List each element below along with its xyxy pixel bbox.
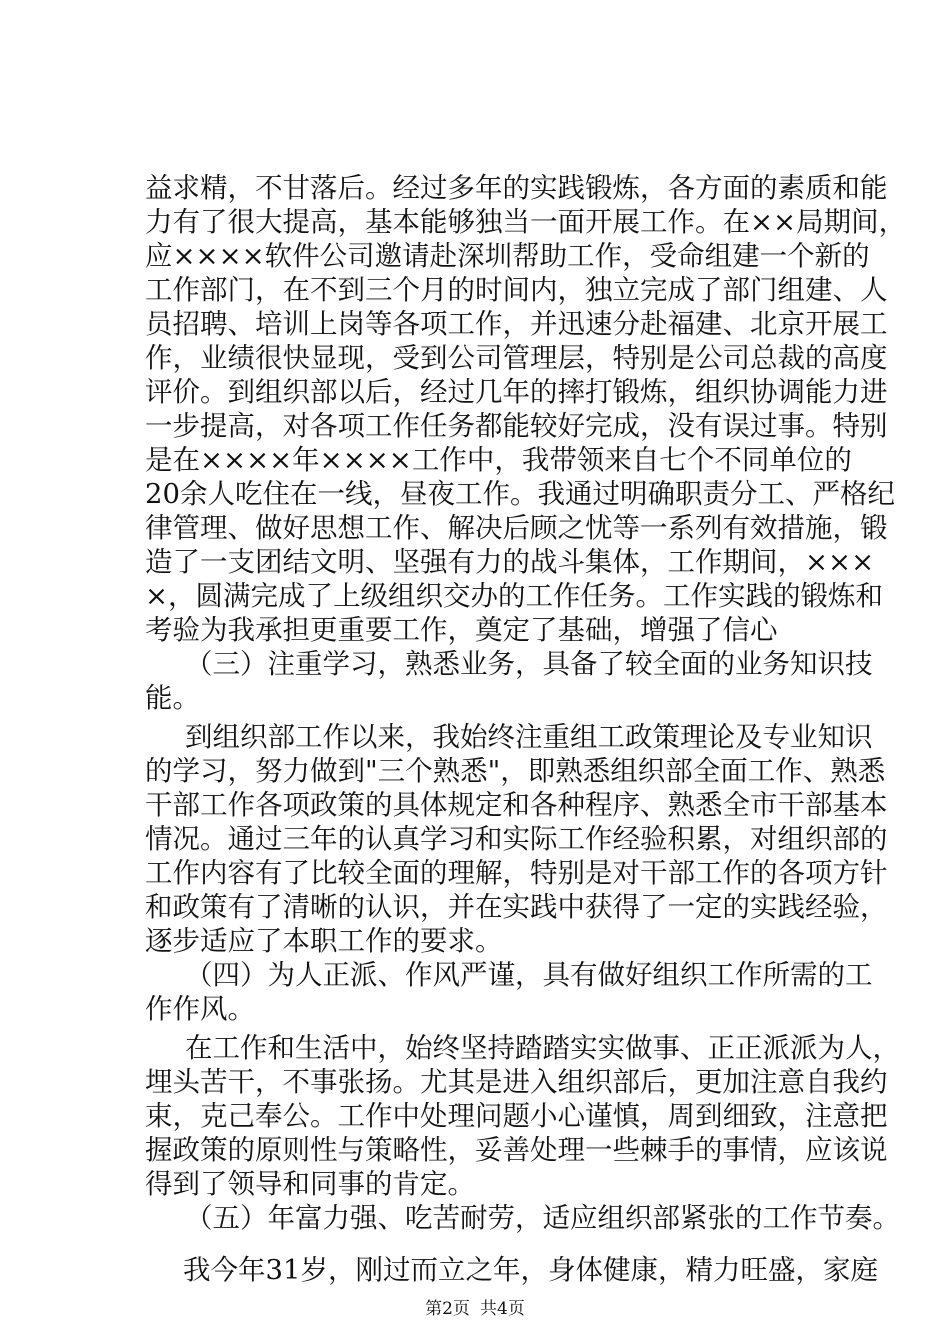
body-text-line: 考验为我承担更重要工作，奠定了基础，增强了信心 bbox=[145, 614, 778, 646]
body-text-line: 我今年31岁，刚过而立之年，身体健康，精力旺盛，家庭 bbox=[183, 1254, 878, 1286]
section-heading-line: 能。 bbox=[145, 682, 200, 714]
section-heading-line: （三）注重学习，熟悉业务，具备了较全面的业务知识技 bbox=[185, 648, 873, 680]
body-text-line: 握政策的原则性与策略性，妥善处理一些棘手的事情，应该说 bbox=[145, 1134, 888, 1166]
body-text-line: 一步提高，对各项工作任务都能较好完成，没有误过事。特别 bbox=[145, 410, 888, 442]
body-text-line: 到组织部工作以来，我始终注重组工政策理论及专业知识 bbox=[185, 721, 873, 753]
body-text-line: 干部工作各项政策的具体规定和各种程序、熟悉全市干部基本 bbox=[145, 789, 888, 821]
body-text-line: 造了一支团结文明、坚强有力的战斗集体，工作期间，××× bbox=[145, 546, 875, 578]
body-text-line: 和政策有了清晰的认识，并在实践中获得了一定的实践经验， bbox=[145, 891, 888, 923]
body-text-line: 的学习，努力做到"三个熟悉"，即熟悉组织部全面工作、熟悉 bbox=[145, 755, 886, 787]
body-text-line: 工作部门，在不到三个月的时间内，独立完成了部门组建、人 bbox=[145, 274, 888, 306]
body-text-line: 作，业绩很快显现，受到公司管理层，特别是公司总裁的高度 bbox=[145, 342, 888, 374]
body-text-line: 得到了领导和同事的肯定。 bbox=[145, 1168, 475, 1200]
body-text-line: 情况。通过三年的认真学习和实际工作经验积累，对组织部的 bbox=[145, 823, 888, 855]
section-heading-line: （四）为人正派、作风严谨，具有做好组织工作所需的工 bbox=[185, 959, 873, 991]
page-total: 共4页 bbox=[480, 1299, 525, 1319]
section-heading-line: 作作风。 bbox=[145, 993, 255, 1025]
body-text-line: 20余人吃住在一线，昼夜工作。我通过明确职责分工、严格纪 bbox=[145, 478, 895, 510]
body-text-line: 律管理、做好思想工作、解决后顾之忧等一系列有效措施，锻 bbox=[145, 512, 888, 544]
body-text-line: 埋头苦干，不事张扬。尤其是进入组织部后，更加注意自我约 bbox=[145, 1066, 888, 1098]
body-text-line: 员招聘、培训上岗等各项工作，并迅速分赴福建、北京开展工 bbox=[145, 308, 888, 340]
body-text-line: 束，克己奉公。工作中处理问题小心谨慎，周到细致，注意把 bbox=[145, 1100, 888, 1132]
body-text-line: 评价。到组织部以后，经过几年的摔打锻炼，组织协调能力进 bbox=[145, 376, 888, 408]
section-heading-line: （五）年富力强、吃苦耐劳，适应组织部紧张的工作节奏。 bbox=[185, 1202, 900, 1234]
body-text-line: ×，圆满完成了上级组织交办的工作任务。工作实践的锻炼和 bbox=[145, 580, 884, 612]
body-text-line: 在工作和生活中，始终坚持踏踏实实做事、正正派派为人， bbox=[185, 1032, 900, 1064]
body-text-line: 应××××软件公司邀请赴深圳帮助工作，受命组建一个新的 bbox=[145, 240, 870, 272]
body-text-line: 是在××××年××××工作中，我带领来自七个不同单位的 bbox=[145, 444, 852, 476]
body-text-line: 逐步适应了本职工作的要求。 bbox=[145, 925, 503, 957]
page-number: 第2页 bbox=[425, 1299, 470, 1319]
page-footer bbox=[0, 1298, 950, 1320]
body-text-line: 力有了很大提高，基本能够独当一面开展工作。在××局期间， bbox=[145, 206, 907, 238]
body-text-line: 益求精，不甘落后。经过多年的实践锻炼，各方面的素质和能 bbox=[145, 172, 888, 204]
body-text-line: 工作内容有了比较全面的理解，特别是对干部工作的各项方针 bbox=[145, 857, 888, 889]
